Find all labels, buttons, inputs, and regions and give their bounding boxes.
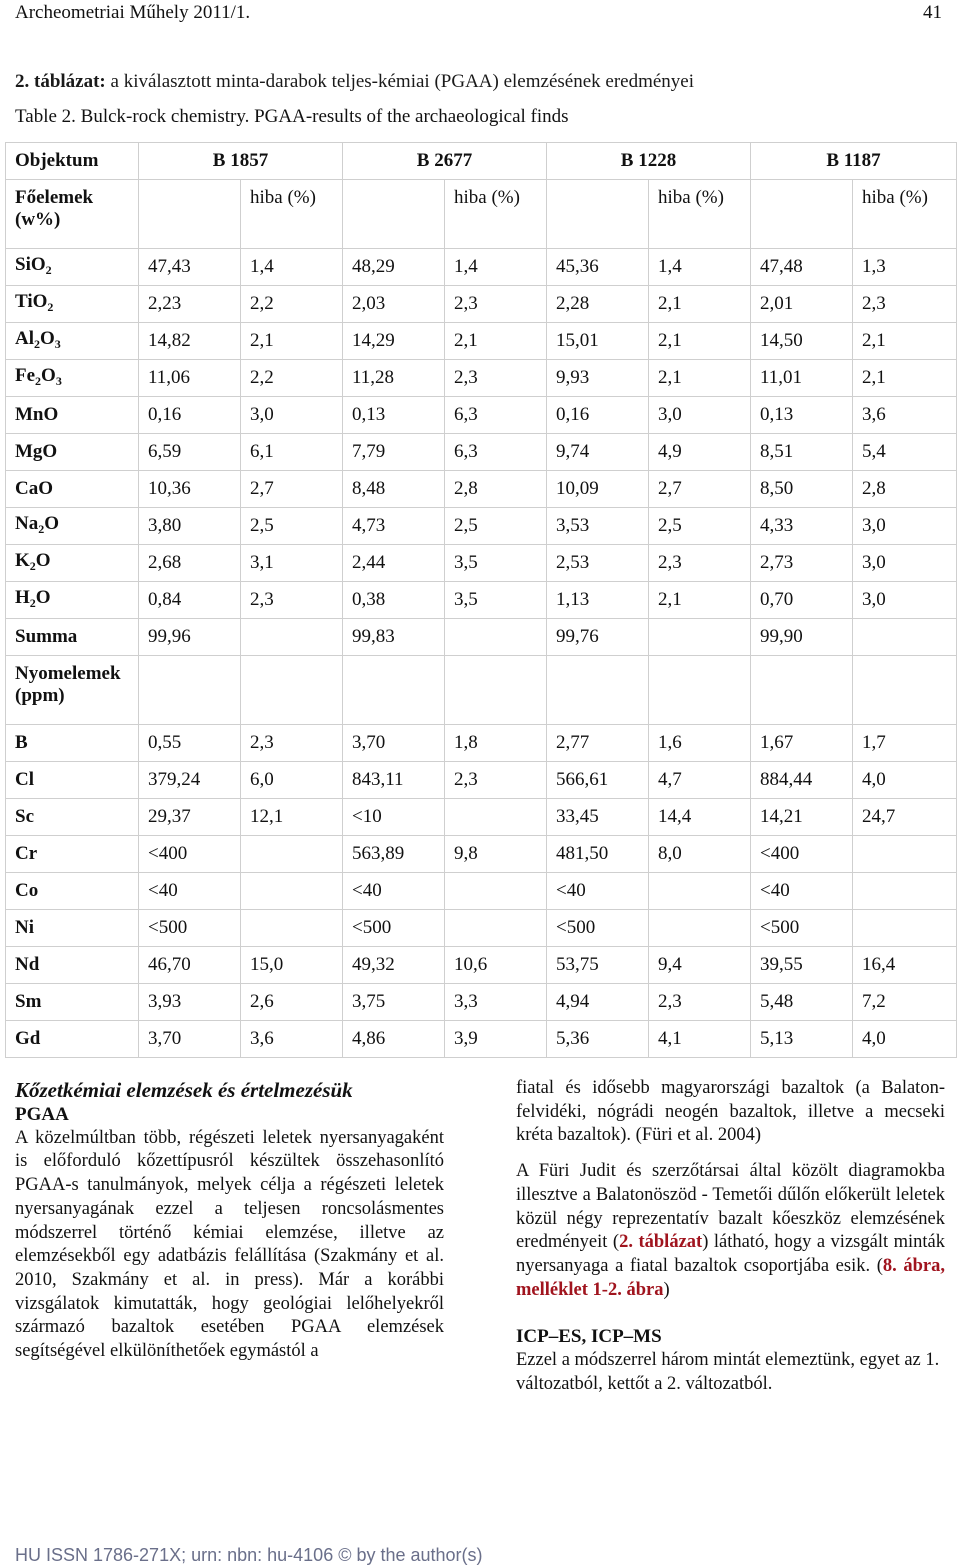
element-label: $H_2O$	[6, 582, 139, 619]
value-cell: 9,93	[547, 360, 649, 397]
empty-cell	[241, 656, 343, 725]
table-row	[6, 873, 957, 910]
error-cell: 1,3	[853, 249, 957, 286]
error-cell: 3,0	[241, 397, 343, 434]
error-cell	[241, 910, 343, 947]
table-row	[6, 323, 957, 360]
value-cell: <500	[343, 910, 445, 947]
value-cell: 2,68	[139, 545, 241, 582]
right-paragraph-1: fiatal és idősebb magyarországi bazaltok (a Balaton-felvidéki, nógrádi neogén bazaltok, illetve a mecseki kréta bazaltok). (Füri et al. 2004)	[516, 1078, 945, 1146]
value-cell: 5,48	[751, 984, 853, 1021]
element-label: B	[6, 725, 139, 762]
value-cell: 39,55	[751, 947, 853, 984]
error-cell: 6,0	[241, 762, 343, 799]
empty-cell	[853, 656, 957, 725]
value-cell: 2,77	[547, 725, 649, 762]
error-cell: 2,2	[241, 360, 343, 397]
table-header-row	[6, 143, 957, 180]
error-cell: 2,5	[649, 508, 751, 545]
value-cell: 1,13	[547, 582, 649, 619]
value-cell: 566,61	[547, 762, 649, 799]
value-cell: <40	[547, 873, 649, 910]
error-cell: 3,6	[853, 397, 957, 434]
error-cell: 2,3	[241, 582, 343, 619]
empty-cell	[751, 180, 853, 249]
table-row	[6, 508, 957, 545]
value-cell: 14,29	[343, 323, 445, 360]
empty-cell	[751, 656, 853, 725]
error-cell: 3,0	[853, 508, 957, 545]
error-cell: 6,3	[445, 397, 547, 434]
element-label: TiO$_2$	[6, 286, 139, 323]
element-label: $Al_2O_3$	[6, 323, 139, 360]
value-cell: <10	[343, 799, 445, 836]
value-cell: 3,53	[547, 508, 649, 545]
value-cell: 3,70	[343, 725, 445, 762]
sample-header: B 1187	[751, 143, 957, 180]
element-label: MnO	[6, 397, 139, 434]
value-cell: 2,73	[751, 545, 853, 582]
value-cell: 0,13	[343, 397, 445, 434]
error-cell: 2,3	[853, 286, 957, 323]
error-cell	[853, 836, 957, 873]
value-cell: 8,50	[751, 471, 853, 508]
error-cell: 1,8	[445, 725, 547, 762]
value-cell: 0,84	[139, 582, 241, 619]
table-caption-label: 2. táblázat:	[15, 71, 106, 92]
error-cell: 2,1	[853, 323, 957, 360]
value-cell: 3,75	[343, 984, 445, 1021]
value-cell: 843,11	[343, 762, 445, 799]
error-cell: 9,8	[445, 836, 547, 873]
error-cell: 2,7	[241, 471, 343, 508]
error-cell: 2,5	[445, 508, 547, 545]
error-header: hiba (%)	[445, 180, 547, 249]
table-row	[6, 397, 957, 434]
right-text-column	[516, 1077, 945, 1396]
value-cell: 1,67	[751, 725, 853, 762]
value-cell: 11,28	[343, 360, 445, 397]
error-cell: 2,5	[241, 508, 343, 545]
value-cell: 8,51	[751, 434, 853, 471]
table-row	[6, 799, 957, 836]
pgaa-paragraph: A közelmúltban több, régészeti leletek nyersanyagaként is előforduló kőzettípusról készültek összehasonlító PGAA-s tanulmányok, melyek célja a régészeti leletek nyersanyagának ezzel a teljesen roncsolásmentes módszerrel történő kémiai elemzése, illetve az elemzésekből egy adatbázis felállítása (Szakmány et al. 2010, Szakmány et al. in press). Már a korábbi vizsgálatok kimutatták, hogy geológiai lelőhelyekről származó bazaltok esetében PGAA elemzések segítségével elkülöníthetőek egymástól a	[15, 1127, 444, 1362]
error-cell: 7,2	[853, 984, 957, 1021]
sample-header: B 1228	[547, 143, 751, 180]
error-cell: 2,7	[649, 471, 751, 508]
error-cell: 4,0	[853, 762, 957, 799]
table-caption-hu-text: a kiválasztott minta-darabok teljes-kémiai (PGAA) elemzésének eredményei	[105, 71, 695, 92]
error-cell: 9,4	[649, 947, 751, 984]
empty-cell	[139, 656, 241, 725]
value-cell: <400	[139, 836, 241, 873]
value-cell: <500	[139, 910, 241, 947]
page-number: 41	[923, 2, 942, 23]
error-cell: 2,3	[649, 984, 751, 1021]
value-cell: <500	[751, 910, 853, 947]
object-header: Objektum	[6, 143, 139, 180]
table-row	[6, 582, 957, 619]
error-cell: 1,7	[853, 725, 957, 762]
value-cell: 0,16	[139, 397, 241, 434]
value-cell: 5,13	[751, 1021, 853, 1058]
section-title: Kőzetkémiai elemzések és értelmezésük	[15, 1078, 353, 1102]
right-paragraph-2-part-a: A Füri Judit és szerzőtársai által közölt diagramokba illesztve a Balatonöszöd - Temetői dűlőn előkerült leletek közül négy reprezentatív bazalt kőeszköz elemzésének eredményeit (	[516, 1161, 945, 1253]
value-cell: 3,93	[139, 984, 241, 1021]
element-label: Co	[6, 873, 139, 910]
error-cell: 2,1	[853, 360, 957, 397]
error-cell: 24,7	[853, 799, 957, 836]
value-cell: 14,82	[139, 323, 241, 360]
value-cell: 0,38	[343, 582, 445, 619]
error-cell: 4,7	[649, 762, 751, 799]
value-cell: 4,86	[343, 1021, 445, 1058]
error-cell: 2,3	[445, 286, 547, 323]
right-paragraph-2-part-c: )	[663, 1279, 670, 1300]
error-header: hiba (%)	[649, 180, 751, 249]
empty-cell	[445, 656, 547, 725]
table-row	[6, 836, 957, 873]
value-cell: 99,83	[343, 619, 445, 656]
value-cell: 2,01	[751, 286, 853, 323]
right-paragraph-2-part-b: ) látható, hogy a vizsgált minták nyersanyaga a fiatal bazaltok csoportjába esik. (	[516, 1232, 945, 1276]
value-cell: <40	[751, 873, 853, 910]
value-cell: 3,80	[139, 508, 241, 545]
value-cell: 10,36	[139, 471, 241, 508]
error-cell: 2,3	[445, 360, 547, 397]
value-cell: 45,36	[547, 249, 649, 286]
error-cell	[445, 910, 547, 947]
element-label: Nd	[6, 947, 139, 984]
table-row	[6, 545, 957, 582]
error-cell	[853, 619, 957, 656]
error-cell: 3,5	[445, 545, 547, 582]
table-row	[6, 1021, 957, 1058]
table-row	[6, 984, 957, 1021]
error-cell: 2,1	[649, 286, 751, 323]
table-row	[6, 434, 957, 471]
figure-reference-link[interactable]: 8. ábra, melléklet 1-2. ábra	[516, 1255, 945, 1300]
value-cell: 0,13	[751, 397, 853, 434]
element-label: MgO	[6, 434, 139, 471]
value-cell: 11,01	[751, 360, 853, 397]
value-cell: 379,24	[139, 762, 241, 799]
element-label: Gd	[6, 1021, 139, 1058]
element-label: Sm	[6, 984, 139, 1021]
value-cell: 11,06	[139, 360, 241, 397]
value-cell: 2,53	[547, 545, 649, 582]
error-cell: 3,9	[445, 1021, 547, 1058]
empty-cell	[547, 656, 649, 725]
error-cell	[445, 619, 547, 656]
value-cell: 99,76	[547, 619, 649, 656]
empty-cell	[343, 180, 445, 249]
table-row	[6, 471, 957, 508]
value-cell: 2,28	[547, 286, 649, 323]
value-cell: 2,23	[139, 286, 241, 323]
error-cell: 3,0	[853, 545, 957, 582]
sample-header: B 1857	[139, 143, 343, 180]
error-cell: 8,0	[649, 836, 751, 873]
icp-heading: ICP–ES, ICP–MS	[516, 1326, 662, 1348]
value-cell: <400	[751, 836, 853, 873]
value-cell: 0,16	[547, 397, 649, 434]
right-paragraph-2	[516, 1160, 945, 1302]
element-label: Cl	[6, 762, 139, 799]
value-cell: 49,32	[343, 947, 445, 984]
error-cell: 3,0	[853, 582, 957, 619]
value-cell: 47,43	[139, 249, 241, 286]
error-cell: 1,4	[649, 249, 751, 286]
element-label: SiO$_2$	[6, 249, 139, 286]
element-label: $Na_2O$	[6, 508, 139, 545]
error-cell: 3,6	[241, 1021, 343, 1058]
error-cell: 3,5	[445, 582, 547, 619]
value-cell: 3,70	[139, 1021, 241, 1058]
table-row	[6, 947, 957, 984]
value-cell: 0,55	[139, 725, 241, 762]
table-row	[6, 762, 957, 799]
major-elements-label: Főelemek (w%)	[6, 180, 139, 249]
empty-cell	[343, 656, 445, 725]
error-cell: 2,1	[649, 582, 751, 619]
table-caption-en: Table 2. Bulck-rock chemistry. PGAA-results of the archaeological finds	[15, 106, 569, 127]
value-cell: <500	[547, 910, 649, 947]
footer-issn: HU ISSN 1786-271X; urn: nbn: hu-4106 © by the author(s)	[15, 1545, 483, 1565]
error-cell: 4,0	[853, 1021, 957, 1058]
error-cell: 2,3	[241, 725, 343, 762]
value-cell: 99,90	[751, 619, 853, 656]
value-cell: 48,29	[343, 249, 445, 286]
error-cell: 2,3	[445, 762, 547, 799]
table-row	[6, 286, 957, 323]
element-label: Sc	[6, 799, 139, 836]
value-cell: 8,48	[343, 471, 445, 508]
error-cell: 2,6	[241, 984, 343, 1021]
value-cell: 33,45	[547, 799, 649, 836]
error-cell: 2,8	[445, 471, 547, 508]
error-cell	[649, 910, 751, 947]
element-label: CaO	[6, 471, 139, 508]
table-row	[6, 910, 957, 947]
error-cell	[649, 619, 751, 656]
error-cell: 2,1	[649, 323, 751, 360]
element-label: Ni	[6, 910, 139, 947]
error-cell: 16,4	[853, 947, 957, 984]
error-cell: 6,3	[445, 434, 547, 471]
pgaa-heading: PGAA	[15, 1104, 69, 1125]
error-cell	[241, 873, 343, 910]
error-cell	[853, 910, 957, 947]
error-cell: 2,2	[241, 286, 343, 323]
error-cell: 2,1	[445, 323, 547, 360]
element-label: $Fe_2O_3$	[6, 360, 139, 397]
value-cell: 481,50	[547, 836, 649, 873]
value-cell: 5,36	[547, 1021, 649, 1058]
value-cell: 15,01	[547, 323, 649, 360]
element-label: Summa	[6, 619, 139, 656]
error-cell: 3,3	[445, 984, 547, 1021]
error-cell: 2,8	[853, 471, 957, 508]
error-cell: 1,6	[649, 725, 751, 762]
value-cell: 9,74	[547, 434, 649, 471]
icp-paragraph: Ezzel a módszerrel három mintát elemeztünk, egyet az 1. változatból, kettőt a 2. változatból.	[516, 1350, 940, 1394]
value-cell: 2,44	[343, 545, 445, 582]
journal-header: Archeometriai Műhely 2011/1.	[15, 2, 251, 23]
table-caption-hu	[15, 71, 694, 93]
value-cell: 14,50	[751, 323, 853, 360]
value-cell: 4,94	[547, 984, 649, 1021]
value-cell: 4,33	[751, 508, 853, 545]
sample-header: B 2677	[343, 143, 547, 180]
table-row	[6, 249, 957, 286]
value-cell: 2,03	[343, 286, 445, 323]
error-cell	[445, 873, 547, 910]
value-cell: 29,37	[139, 799, 241, 836]
value-cell: <40	[343, 873, 445, 910]
error-cell: 12,1	[241, 799, 343, 836]
value-cell: 46,70	[139, 947, 241, 984]
error-cell	[445, 799, 547, 836]
error-cell: 4,9	[649, 434, 751, 471]
left-text-column	[15, 1077, 444, 1364]
empty-cell	[547, 180, 649, 249]
empty-cell	[139, 180, 241, 249]
table-row	[6, 360, 957, 397]
error-cell: 15,0	[241, 947, 343, 984]
value-cell: 563,89	[343, 836, 445, 873]
error-cell: 3,1	[241, 545, 343, 582]
error-cell: 1,4	[241, 249, 343, 286]
value-cell: <40	[139, 873, 241, 910]
value-cell: 7,79	[343, 434, 445, 471]
value-cell: 53,75	[547, 947, 649, 984]
error-cell: 2,1	[649, 360, 751, 397]
value-cell: 10,09	[547, 471, 649, 508]
error-cell: 2,1	[241, 323, 343, 360]
value-cell: 99,96	[139, 619, 241, 656]
empty-cell	[649, 656, 751, 725]
error-cell	[241, 619, 343, 656]
error-cell: 5,4	[853, 434, 957, 471]
trace-elements-header-row	[6, 656, 957, 725]
error-header: hiba (%)	[853, 180, 957, 249]
error-cell: 6,1	[241, 434, 343, 471]
major-elements-header-row	[6, 180, 957, 249]
error-cell	[853, 873, 957, 910]
value-cell: 14,21	[751, 799, 853, 836]
value-cell: 4,73	[343, 508, 445, 545]
error-cell: 14,4	[649, 799, 751, 836]
value-cell: 0,70	[751, 582, 853, 619]
table-row	[6, 725, 957, 762]
value-cell: 884,44	[751, 762, 853, 799]
trace-elements-label: Nyomelemek (ppm)	[6, 656, 139, 725]
value-cell: 47,48	[751, 249, 853, 286]
error-cell: 1,4	[445, 249, 547, 286]
value-cell: 6,59	[139, 434, 241, 471]
error-header: hiba (%)	[241, 180, 343, 249]
error-cell	[649, 873, 751, 910]
error-cell: 10,6	[445, 947, 547, 984]
error-cell: 2,3	[649, 545, 751, 582]
error-cell: 3,0	[649, 397, 751, 434]
table-body	[6, 143, 957, 1058]
chemistry-table	[5, 142, 957, 1058]
error-cell: 4,1	[649, 1021, 751, 1058]
error-cell	[241, 836, 343, 873]
table-row	[6, 619, 957, 656]
table-reference-link[interactable]: 2. táblázat	[619, 1232, 703, 1253]
element-label: Cr	[6, 836, 139, 873]
element-label: $K_2O$	[6, 545, 139, 582]
